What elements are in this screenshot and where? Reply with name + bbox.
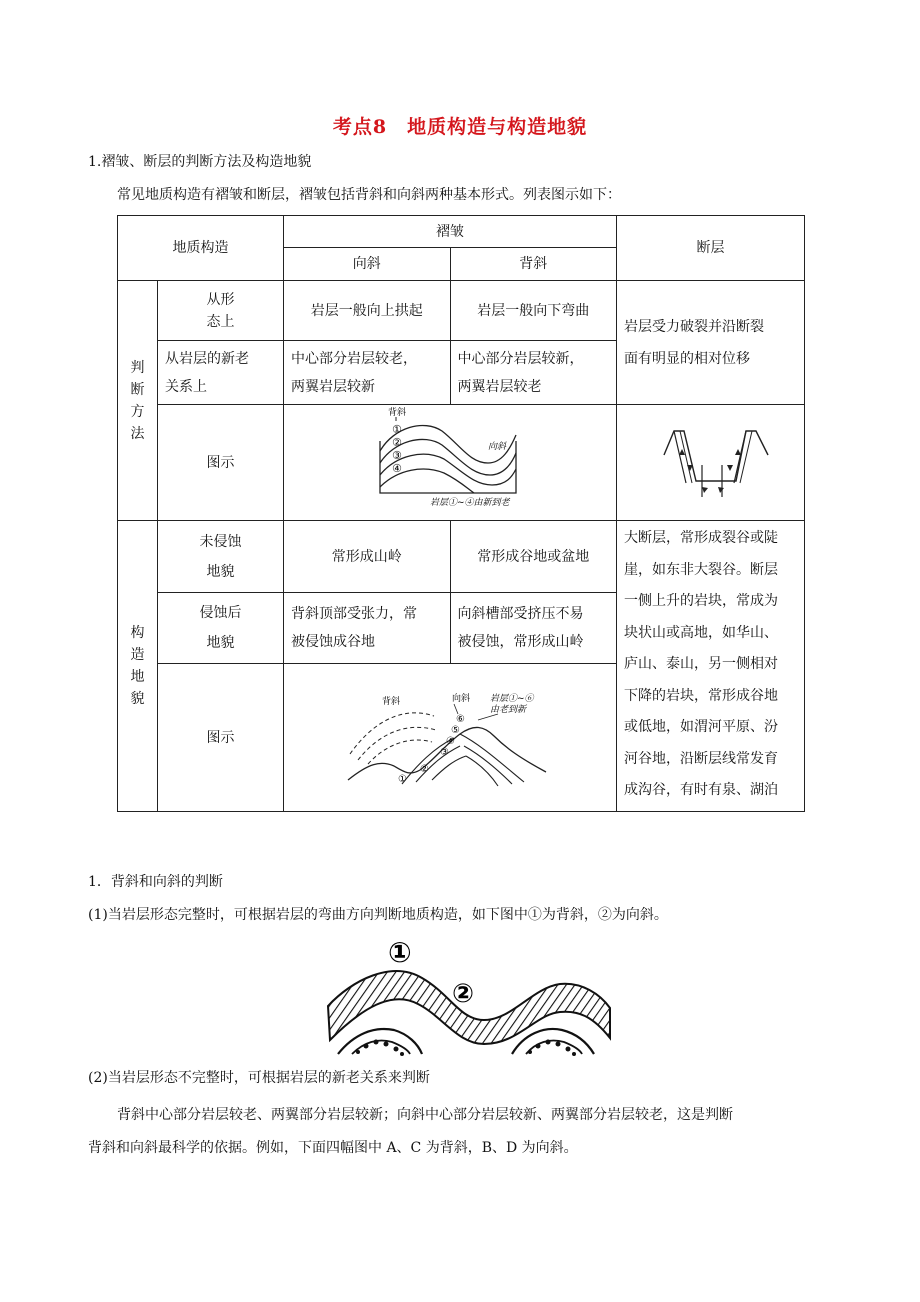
row-label-figure-1: 图示 xyxy=(158,405,284,521)
fig2-layer-5: ⑤ xyxy=(451,725,460,736)
structure-table xyxy=(117,215,805,812)
cell-age-syncline: 中心部分岩层较老， 两翼岩层较新 xyxy=(284,341,451,405)
group-label-landform: 构 造 地 貌 xyxy=(118,521,158,812)
group-label-judge: 判 断 方 法 xyxy=(118,281,158,521)
paragraph-criteria-line1: 背斜中心部分岩层较老、两翼部分岩层较新；向斜中心部分岩层较新、两翼部分岩层较老，这是判断 xyxy=(117,1107,733,1123)
paragraph-incomplete-layers: (2)当岩层形态不完整时，可根据岩层的新老关系来判断 xyxy=(88,1070,430,1086)
landform-diagram-cell xyxy=(284,664,617,812)
fig1-caption: 岩层①~④由新到老 xyxy=(430,498,510,508)
header-anticline: 背斜 xyxy=(450,248,617,281)
fig2-layer-1: ① xyxy=(398,774,407,785)
fault-diagram xyxy=(618,405,804,513)
fig2-label-anticline: 背斜 xyxy=(382,697,401,707)
fig1-label-syncline: 向斜 xyxy=(488,442,507,452)
row-label-figure-2: 图示 xyxy=(158,664,284,812)
row-label-age: 从岩层的新老 关系上 xyxy=(158,341,284,405)
header-fold: 褶皱 xyxy=(284,216,617,248)
fig1-layer-1: ① xyxy=(392,423,402,436)
fig1-layer-2: ② xyxy=(392,436,402,449)
fig2-layer-4: ④ xyxy=(446,736,455,747)
fold-diagram-cell xyxy=(284,405,617,521)
fig2-layer-3: ③ xyxy=(440,747,449,758)
cell-eroded-anticline: 向斜槽部受挤压不易 被侵蚀，常形成山岭 xyxy=(450,593,617,664)
figure-label-1: ① xyxy=(388,936,412,969)
row-label-form: 从形 态上 xyxy=(158,281,284,341)
cell-fault-judge: 岩层受力破裂并沿断裂 面有明显的相对位移 xyxy=(617,281,805,405)
cell-uneroded-anticline: 常形成谷地或盆地 xyxy=(450,521,617,593)
header-structure: 地质构造 xyxy=(118,216,284,281)
section-heading-2: 1．背斜和向斜的判断 xyxy=(88,874,223,890)
cell-form-syncline: 岩层一般向上拱起 xyxy=(284,281,451,341)
row-label-eroded: 侵蚀后 地貌 xyxy=(158,593,284,664)
cell-age-anticline: 中心部分岩层较新， 两翼岩层较老 xyxy=(450,341,617,405)
landform-diagram xyxy=(284,664,616,804)
row-label-uneroded: 未侵蚀 地貌 xyxy=(158,521,284,593)
paragraph-complete-layers: (1)当岩层形态完整时，可根据岩层的弯曲方向判断地质构造，如下图中①为背斜，②为向斜。 xyxy=(88,907,668,923)
page-title: 考点8 地质构造与构造地貌 xyxy=(332,116,588,138)
cell-form-anticline: 岩层一般向下弯曲 xyxy=(450,281,617,341)
intro-paragraph: 常见地质构造有褶皱和断层，褶皱包括背斜和向斜两种基本形式。列表图示如下： xyxy=(117,187,621,203)
cell-fault-landform: 大断层，常形成裂谷或陡 崖，如东非大裂谷。断层 一侧上升的岩块，常成为 块状山或高地，如华山、 庐山、泰山，另一侧相对 下降的岩块，常形成谷地 或低地，如渭河平原、汾 河谷地，沿断层线常发育 成沟谷，有时有泉、湖泊 xyxy=(617,521,805,812)
paragraph-criteria-line2: 背斜和向斜最科学的依据。例如，下面四幅图中 A、C 为背斜，B、D 为向斜。 xyxy=(88,1140,578,1156)
figure-label-2: ② xyxy=(452,979,475,1009)
fig2-layer-6: ⑥ xyxy=(456,714,465,725)
section-heading-1: 1.褶皱、断层的判断方法及构造地貌 xyxy=(88,154,312,170)
fig2-label-layers-a: 岩层①~⑥ xyxy=(490,694,534,704)
fault-diagram-cell xyxy=(617,405,805,521)
fig2-layer-2: ② xyxy=(420,764,429,775)
fig2-label-layers-b: 由老到新 xyxy=(490,705,527,715)
anticline-syncline-figure xyxy=(322,930,614,1058)
fig2-label-syncline: 向斜 xyxy=(452,694,471,704)
header-fault: 断层 xyxy=(617,216,805,281)
cell-uneroded-syncline: 常形成山岭 xyxy=(284,521,451,593)
fig1-label-anticline: 背斜 xyxy=(388,408,407,418)
cell-eroded-syncline: 背斜顶部受张力，常 被侵蚀成谷地 xyxy=(284,593,451,664)
header-syncline: 向斜 xyxy=(284,248,451,281)
fig1-layer-3: ③ xyxy=(392,449,402,462)
fig1-layer-4: ④ xyxy=(392,462,402,475)
fold-diagram xyxy=(284,405,616,513)
